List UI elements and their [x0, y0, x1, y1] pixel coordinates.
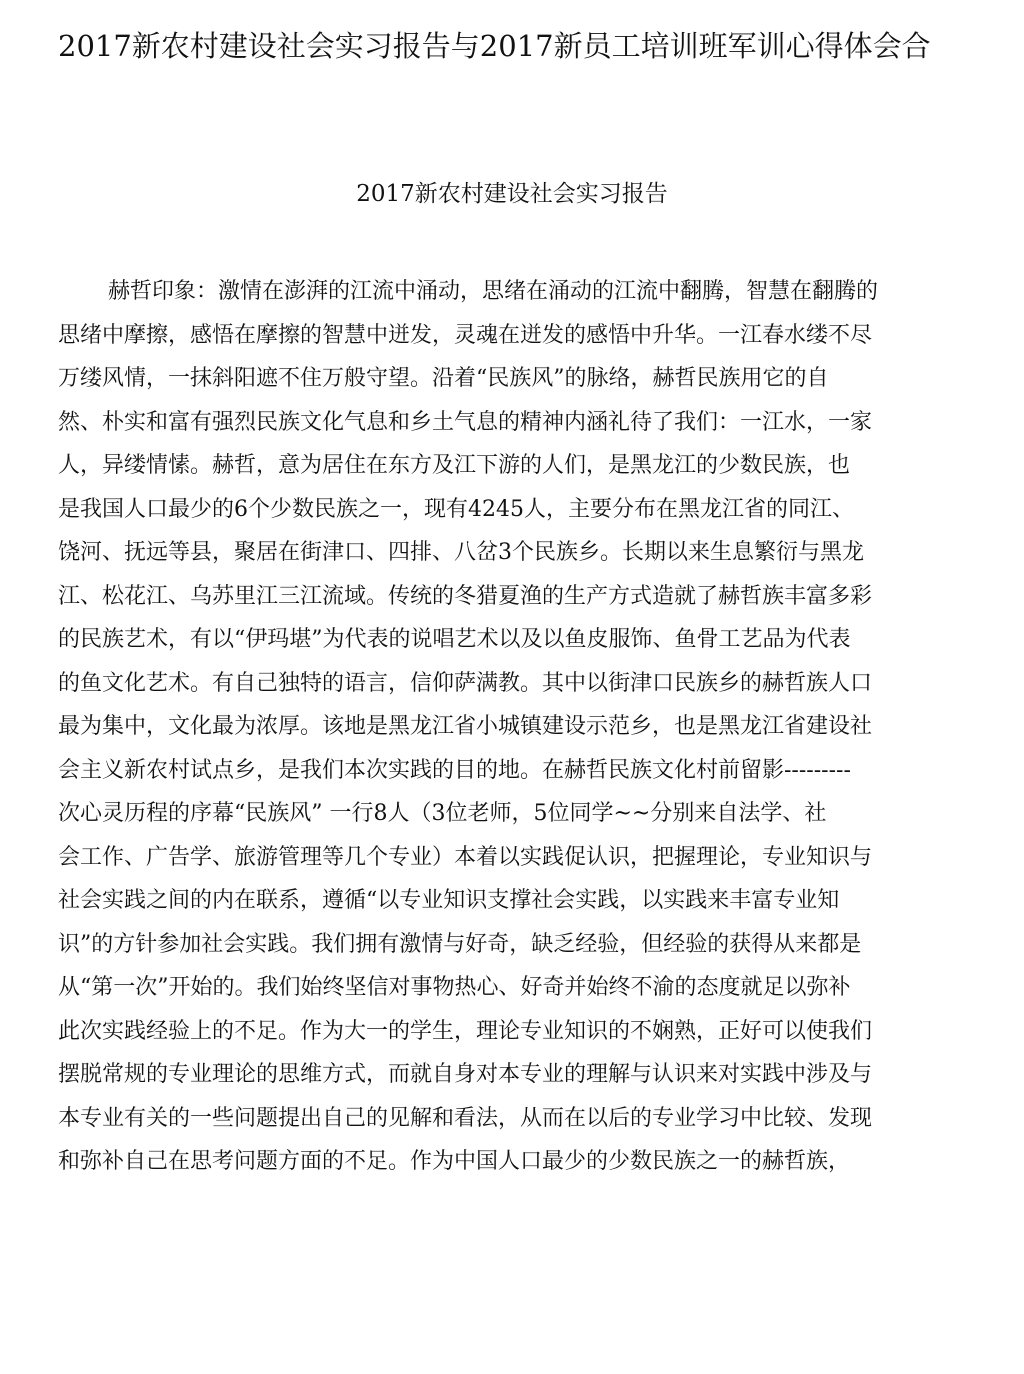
text-line: 思绪中摩擦，感悟在摩擦的智慧中迸发，灵魂在迸发的感悟中升华。一江春水缕不尽 [58, 322, 873, 348]
text-line: 次心灵历程的序幕“民族风” 一行8人（3位老师，5位同学~~分别来自法学、社 [58, 801, 827, 826]
text-line: 最为集中，文化最为浓厚。该地是黑龙江省小城镇建设示范乡，也是黑龙江省建设社 [58, 714, 873, 739]
text-line: 然、朴实和富有强烈民族文化气息和乡土气息的精神内涵礼待了我们：一江水，一家 [58, 409, 873, 435]
text-line: 的鱼文化艺术。有自己独特的语言，信仰萨满教。其中以街津口民族乡的赫哲族人口 [58, 670, 873, 696]
text-line: 社会实践之间的内在联系，遵循“以专业知识支撑社会实践，以实践来丰富专业知 [58, 888, 840, 913]
text-line: 万缕风情，一抹斜阳遮不住万般守望。沿着“民族风”的脉络，赫哲民族用它的自 [58, 366, 829, 391]
text-line: 的民族艺术，有以“伊玛堪”为代表的说唱艺术以及以鱼皮服饰、鱼骨工艺品为代表 [58, 627, 851, 652]
report-body [58, 270, 958, 1184]
document-title: 2017新农村建设社会实习报告与2017新员工培训班军训心得体会合 [58, 29, 931, 63]
text-line: 从“第一次”开始的。我们始终坚信对事物热心、好奇并始终不渝的态度就足以弥补 [58, 975, 851, 1000]
text-line: 摆脱常规的专业理论的思维方式，而就自身对本专业的理解与认识来对实践中涉及与 [58, 1062, 873, 1087]
section-title: 2017新农村建设社会实习报告 [356, 181, 668, 207]
text-line: 此次实践经验上的不足。作为大一的学生，理论专业知识的不娴熟，正好可以使我们 [58, 1018, 873, 1044]
text-line: 饶河、抚远等县，聚居在街津口、四排、八岔3个民族乡。长期以来生息繁衍与黑龙 [58, 540, 864, 565]
text-line: 赫哲印象：激情在澎湃的江流中涌动，思绪在涌动的江流中翻腾，智慧在翻腾的 [108, 279, 879, 304]
text-line: 和弥补自己在思考问题方面的不足。作为中国人口最少的少数民族之一的赫哲族， [58, 1149, 851, 1174]
text-line: 本专业有关的一些问题提出自己的见解和看法，从而在以后的专业学习中比较、发现 [58, 1105, 873, 1131]
text-line: 江、松花江、乌苏里江三江流域。传统的冬猎夏渔的生产方式造就了赫哲族丰富多彩 [58, 583, 873, 609]
text-line: 人，异缕情愫。赫哲，意为居住在东方及江下游的人们，是黑龙江的少数民族，也 [58, 453, 851, 478]
text-line: 是我国人口最少的6个少数民族之一，现有4245人，主要分布在黑龙江省的同江、 [58, 496, 854, 522]
text-line: 识”的方针参加社会实践。我们拥有激情与好奇，缺乏经验，但经验的获得从来都是 [58, 931, 862, 957]
text-line: 会工作、广告学、旅游管理等几个专业）本着以实践促认识，把握理论，专业知识与 [58, 844, 873, 870]
text-line: 会主义新农村试点乡，是我们本次实践的目的地。在赫哲民族文化村前留影--------- [58, 757, 851, 783]
